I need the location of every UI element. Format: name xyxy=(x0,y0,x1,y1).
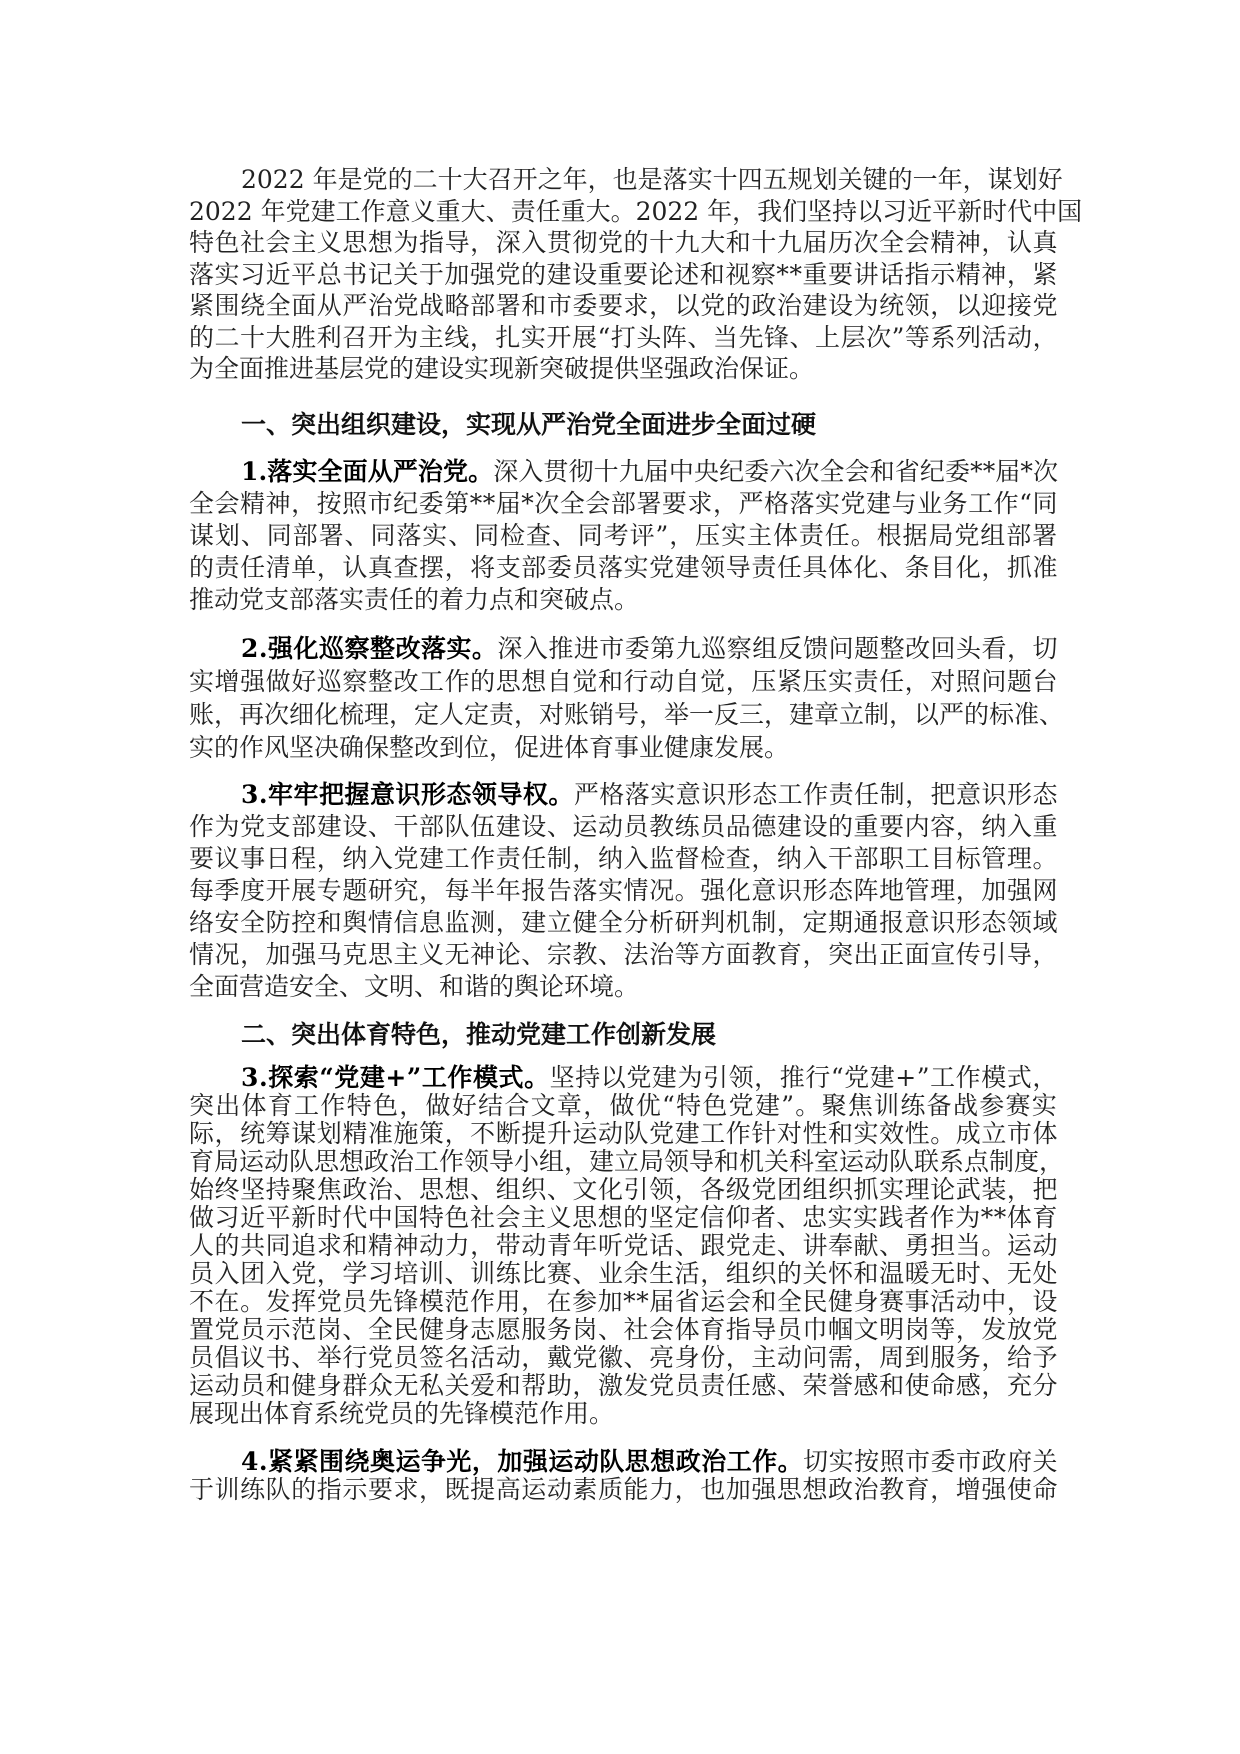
text-line: 作为党支部建设、干部队伍建设、运动员教练员品德建设的重要内容，纳入重 xyxy=(189,812,1059,841)
text-line xyxy=(189,632,1058,665)
text-line xyxy=(189,779,1058,811)
text-line: 全面营造安全、文明、和谐的舆论环境。 xyxy=(189,972,640,1001)
text-line: 账，再次细化梳理，定人定责，对账销号，举一反三，建章立制，以严的标准、 xyxy=(189,700,1065,729)
text-line xyxy=(189,1064,1058,1092)
text-line: 为全面推进基层党的建设实现新突破提供坚强政治保证。 xyxy=(189,354,815,383)
section-heading xyxy=(189,1019,1058,1051)
paragraph xyxy=(189,456,1058,616)
text-line: 紧围绕全面从严治党战略部署和市委要求，以党的政治建设为统领，以迎接党 xyxy=(189,291,1059,320)
text-line: 每季度开展专题研究，每半年报告落实情况。强化意识形态阵地管理，加强网 xyxy=(189,876,1059,905)
text-line: 的责任清单，认真查摆，将支部委员落实党建领导责任具体化、条目化，抓准 xyxy=(189,553,1059,582)
text-line: 要议事日程，纳入党建工作责任制，纳入监督检查，纳入干部职工目标管理。 xyxy=(189,844,1059,873)
text-line: 员入团入党，学习培训、训练比赛、业余生活，组织的关怀和温暖无时、无处 xyxy=(189,1259,1059,1288)
text-line: 员倡议书、举行党员签名活动，戴党徽、亮身份，主动问需，周到服务，给予 xyxy=(189,1343,1059,1372)
section-heading xyxy=(189,409,1058,441)
text-line: 实的作风坚决确保整改到位，促进体育事业健康发展。 xyxy=(189,733,790,762)
text-line: 特色社会主义思想为指导，深入贯彻党的十九大和十九届历次全会精神，认真 xyxy=(189,228,1059,257)
paragraph-lead-title: 4.紧紧围绕奥运争光，加强运动队思想政治工作。 xyxy=(241,1447,804,1476)
text-line xyxy=(189,456,1058,488)
paragraph-lead-title: 3.牢牢把握意识形态领导权。 xyxy=(241,780,574,809)
paragraph-text: 深入推进市委第九巡察组反馈问题整改回头看，切 xyxy=(497,634,1058,663)
paragraph xyxy=(189,1448,1058,1504)
text-line: 二、突出体育特色，推动党建工作创新发展 xyxy=(241,1020,717,1049)
text-line: 人的共同追求和精神动力，带动青年听党话、跟党走、讲奉献、勇担当。运动 xyxy=(189,1231,1059,1260)
text-line: 一、突出组织建设，实现从严治党全面进步全面过硬 xyxy=(241,410,817,439)
text-line: 做习近平新时代中国特色社会主义思想的坚定信仰者、忠实实践者作为**体育 xyxy=(189,1203,1058,1232)
text-line: 落实习近平总书记关于加强党的建设重要论述和视察**重要讲话指示精神，紧 xyxy=(189,259,1058,289)
text-line: 始终坚持聚焦政治、思想、组织、文化引领，各级党团组织抓实理论武装，把 xyxy=(189,1175,1059,1204)
text-line: 谋划、同部署、同落实、同检查、同考评”，压实主体责任。根据局党组部署 xyxy=(189,521,1059,550)
text-line xyxy=(189,1448,1058,1476)
text-line: 推动党支部落实责任的着力点和突破点。 xyxy=(189,585,640,614)
paragraph-lead-title: 1.落实全面从严治党。 xyxy=(241,457,494,486)
text-line: 情况，加强马克思主义无神论、宗教、法治等方面教育，突出正面宣传引导， xyxy=(189,940,1059,969)
text-line: 2022 年是党的二十大召开之年，也是落实十四五规划关键的一年，谋划好 xyxy=(241,165,1063,194)
text-line: 展现出体育系统党员的先锋模范作用。 xyxy=(189,1399,615,1428)
paragraph-text: 坚持以党建为引领，推行“党建+”工作模式， xyxy=(549,1063,1058,1092)
paragraph-lead-title: 3.探索“党建+”工作模式。 xyxy=(241,1063,550,1092)
paragraph-text: 深入贯彻十九届中央纪委六次全会和省纪委**届*次 xyxy=(493,457,1059,486)
text-line: 的二十大胜利召开为主线，扎实开展“打头阵、当先锋、上层次”等系列活动， xyxy=(189,322,1059,352)
paragraph-lead-title: 2.强化巡察整改落实。 xyxy=(241,634,498,663)
paragraph xyxy=(189,779,1058,1003)
paragraph xyxy=(189,1063,1065,1428)
text-line: 全会精神，按照市纪委第**届*次全会部署要求，严格落实党建与业务工作“同 xyxy=(189,489,1059,518)
text-line: 不在。发挥党员先锋模范作用，在参加**届省运会和全民健身赛事活动中，设 xyxy=(189,1287,1058,1316)
text-line: 2022 年党建工作意义重大、责任重大。2022 年，我们坚持以习近平新时代中国 xyxy=(189,196,1083,226)
text-line: 运动员和健身群众无私关爱和帮助，激发党员责任感、荣誉感和使命感，充分 xyxy=(189,1371,1059,1400)
text-line: 实增强做好巡察整改工作的思想自觉和行动自觉，压紧压实责任，对照问题台 xyxy=(189,667,1059,696)
paragraph-text: 切实按照市委市政府关 xyxy=(803,1447,1058,1476)
paragraph xyxy=(189,164,1083,385)
text-line: 育局运动队思想政治工作领导小组，建立局领导和机关科室运动队联系点制度， xyxy=(189,1147,1065,1176)
text-line: 于训练队的指示要求，既提高运动素质能力，也加强思想政治教育，增强使命 xyxy=(189,1475,1059,1504)
text-line: 络安全防控和舆情信息监测，建立健全分析研判机制，定期通报意识形态领域 xyxy=(189,908,1059,937)
paragraph-text: 严格落实意识形态工作责任制，把意识形态 xyxy=(573,780,1058,809)
paragraph xyxy=(189,632,1065,764)
text-line: 突出体育工作特色，做好结合文章，做优“特色党建”。聚焦训练备战参赛实 xyxy=(189,1091,1059,1120)
text-line: 置党员示范岗、全民健身志愿服务岗、社会体育指导员巾帼文明岗等，发放党 xyxy=(189,1315,1059,1344)
text-line: 际，统筹谋划精准施策，不断提升运动队党建工作针对性和实效性。成立市体 xyxy=(189,1119,1059,1148)
